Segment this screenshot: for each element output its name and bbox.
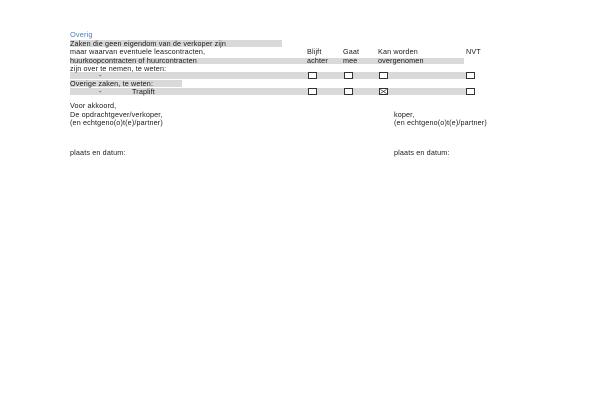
row2-checkbox-gaat[interactable]	[344, 88, 353, 95]
row1-checkbox-kan[interactable]	[379, 72, 388, 79]
column-kan-label: Kan worden	[378, 47, 418, 56]
row2-bullet: -	[99, 87, 102, 96]
column-blijft-label-2: achter	[307, 56, 328, 65]
seller-partner-label: (en echtgeno(o)t(e)/partner)	[70, 118, 163, 127]
row2-label: Traplift	[132, 87, 155, 96]
column-nvt-label: NVT	[466, 47, 481, 56]
row2-shading	[70, 88, 466, 95]
agreement-text: Voor akkoord,	[70, 101, 117, 110]
column-gaat-label-2: mee	[343, 56, 358, 65]
seller-place-date: plaats en datum:	[70, 148, 126, 157]
seller-label: De opdrachtgever/verkoper,	[70, 110, 163, 119]
row2-checkbox-blijft[interactable]	[308, 88, 317, 95]
buyer-partner-label: (en echtgeno(o)t(e)/partner)	[394, 118, 487, 127]
question-line-4: zijn over te nemen, te weten:	[70, 64, 167, 73]
question-line-1: Zaken die geen eigendom van de verkoper zijn	[70, 39, 227, 48]
row1-checkbox-gaat[interactable]	[344, 72, 353, 79]
checked-x-icon	[380, 89, 387, 94]
row2-checkbox-nvt[interactable]	[466, 88, 475, 95]
row1-checkbox-nvt[interactable]	[466, 72, 475, 79]
buyer-label: koper,	[394, 110, 415, 119]
row1-shading	[70, 72, 466, 79]
buyer-place-date: plaats en datum:	[394, 148, 450, 157]
row2-checkbox-kan[interactable]	[379, 88, 388, 95]
question-line-3: huurkoopcontracten of huurcontracten	[70, 56, 197, 65]
column-gaat-label: Gaat	[343, 47, 360, 56]
question-line-2: maar waarvan eventuele leascontracten,	[70, 47, 206, 56]
column-kan-label-2: overgenomen	[378, 56, 424, 65]
row1-bullet: -	[99, 71, 102, 80]
section-heading: Overig	[70, 30, 93, 39]
column-blijft-label: Blijft	[307, 47, 322, 56]
other-heading: Overige zaken, te weten:	[70, 79, 154, 88]
row1-checkbox-blijft[interactable]	[308, 72, 317, 79]
